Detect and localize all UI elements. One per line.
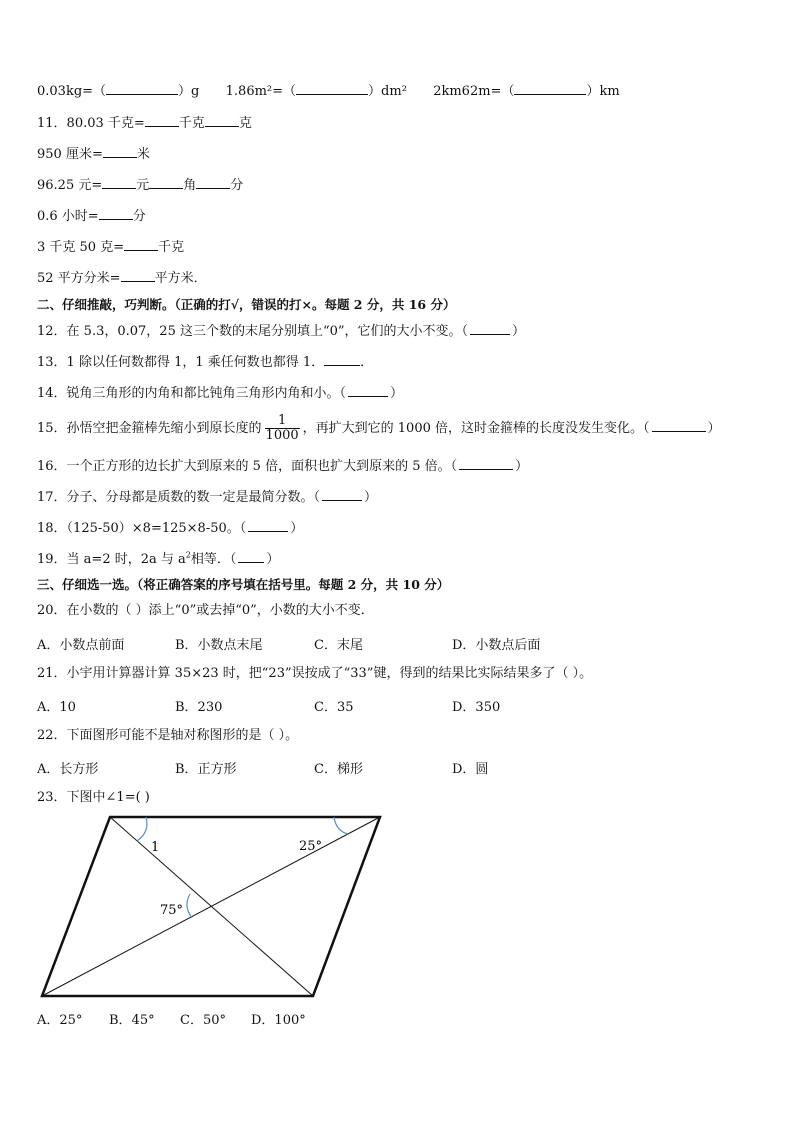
- q23-option-b[interactable]: B．45°: [109, 1013, 155, 1028]
- q22-option-a[interactable]: A．长方形: [37, 762, 99, 777]
- q19-text: 相等．（: [190, 552, 237, 567]
- answer-blank[interactable]: [149, 176, 183, 189]
- angle-1-label: 1: [151, 840, 160, 855]
- q15-text: 15．孙悟空把金箍棒先缩小到原长度的: [37, 421, 262, 436]
- q15-text: ，再扩大到它的 1000 倍，这时金箍棒的长度没发生变化。（: [302, 421, 650, 436]
- q11-text: 3 千克 50 克=: [37, 240, 125, 255]
- answer-blank[interactable]: [296, 82, 368, 95]
- conversion-kg-label: 0.03kg=（: [37, 84, 107, 99]
- q20-option-a[interactable]: A．小数点前面: [37, 638, 125, 653]
- question-20: 20．在小数的（ ）添上“0”或去掉“0”，小数的大小不变．: [37, 603, 374, 618]
- angle-75-label: 75°: [160, 903, 184, 918]
- question-17: [37, 488, 377, 507]
- q23-option-d[interactable]: D．100°: [251, 1013, 306, 1028]
- conversion-kg-unit: ）g: [178, 84, 200, 99]
- question-15: [37, 412, 721, 446]
- conversion-row: [37, 82, 620, 101]
- q14-text: 14．锐角三角形的内角和都比钝角三角形内角和小。（: [37, 386, 347, 401]
- answer-blank[interactable]: [124, 238, 158, 251]
- q20-option-d[interactable]: D．小数点后面: [452, 638, 541, 653]
- q11-text: 11．80.03 千克=: [37, 116, 145, 131]
- answer-blank[interactable]: [470, 322, 510, 335]
- q12-close: ）: [512, 324, 526, 339]
- q21-option-a[interactable]: A．10: [37, 700, 76, 715]
- answer-blank[interactable]: [652, 419, 706, 432]
- question-11-line-6: [37, 269, 207, 288]
- q13-text: 13．1 除以任何数都得 1，1 乘任何数也都得 1．: [37, 355, 325, 370]
- conversion-m2-unit: ）dm²: [368, 84, 407, 99]
- question-22: 22．下面图形可能不是轴对称图形的是（ ）。: [37, 728, 299, 743]
- q16-text: 16．一个正方形的边长扩大到原来的 5 倍，面积也扩大到原来的 5 倍。（: [37, 459, 458, 474]
- question-19: [37, 550, 279, 569]
- parallelogram-figure: [37, 808, 387, 1000]
- q23-option-c[interactable]: C．50°: [180, 1013, 226, 1028]
- angle-25-arc: [334, 817, 348, 834]
- question-13: [37, 353, 373, 372]
- q23-option-a[interactable]: A．25°: [37, 1013, 83, 1028]
- question-11-line-4: [37, 207, 146, 226]
- q11-text: 0.6 小时=: [37, 209, 99, 224]
- q19-superscript: 2: [185, 550, 191, 560]
- answer-blank[interactable]: [459, 457, 513, 470]
- fraction-denominator: 1000: [265, 428, 299, 443]
- q12-text: 12．在 5.3，0.07，25 这三个数的末尾分别填上“0”，它们的大小不变。（: [37, 324, 469, 339]
- q13-close: ．: [360, 355, 374, 370]
- question-16: [37, 457, 528, 476]
- question-11-line-2: [37, 145, 150, 164]
- q18-text: 18．（125-50）×8=125×8-50。（: [37, 521, 247, 536]
- q20-option-c[interactable]: C．末尾: [314, 638, 363, 653]
- question-11-line-3: [37, 176, 243, 195]
- q22-option-d[interactable]: D．圆: [452, 762, 489, 777]
- answer-blank[interactable]: [238, 550, 264, 563]
- answer-blank[interactable]: [348, 384, 388, 397]
- q11-text: 96.25 元=: [37, 178, 103, 193]
- diagonal-line: [42, 817, 380, 996]
- question-11-line-1: [37, 114, 252, 133]
- q16-close: ）: [515, 459, 529, 474]
- q11-unit: 分: [132, 209, 146, 224]
- q21-option-d[interactable]: D．350: [452, 700, 501, 715]
- answer-blank[interactable]: [145, 114, 179, 127]
- q22-option-c[interactable]: C．梯形: [314, 762, 363, 777]
- answer-blank[interactable]: [514, 82, 586, 95]
- answer-blank[interactable]: [103, 145, 137, 158]
- answer-blank[interactable]: [121, 269, 155, 282]
- q14-close: ）: [390, 386, 404, 401]
- q11-unit: 角: [183, 178, 197, 193]
- q11-unit: 元: [136, 178, 150, 193]
- fraction-numerator: 1: [277, 413, 287, 428]
- q17-text: 17．分子、分母都是质数的数一定是最简分数。（: [37, 490, 321, 505]
- answer-blank[interactable]: [99, 207, 133, 220]
- question-18: [37, 519, 303, 538]
- answer-blank[interactable]: [205, 114, 239, 127]
- q19-close: ）: [266, 552, 280, 567]
- answer-blank[interactable]: [196, 176, 230, 189]
- q19-text: 19．当 a=2 时，2a 与 a: [37, 552, 186, 567]
- angle-1-arc: [137, 817, 147, 841]
- question-11-line-5: [37, 238, 184, 257]
- answer-blank[interactable]: [106, 82, 178, 95]
- question-14: [37, 384, 403, 403]
- q11-unit: 分: [230, 178, 244, 193]
- answer-blank[interactable]: [102, 176, 136, 189]
- question-23: 23．下图中∠1=( ): [37, 790, 150, 805]
- angle-25-label: 25°: [299, 839, 323, 854]
- q15-close: ）: [707, 421, 721, 436]
- answer-blank[interactable]: [248, 519, 288, 532]
- conversion-km-unit: ）km: [586, 84, 620, 99]
- fraction: [265, 414, 300, 443]
- section-2-title: 二、仔细推敲，巧判断。（正确的打√，错误的打×。每题 2 分，共 16 分）: [37, 297, 456, 312]
- answer-blank[interactable]: [322, 488, 362, 501]
- angle-75-arc: [187, 894, 192, 918]
- answer-blank[interactable]: [324, 353, 360, 366]
- q11-unit: 千克: [158, 240, 185, 255]
- q11-unit: 米: [136, 147, 150, 162]
- q11-unit: 平方米．: [154, 271, 207, 286]
- conversion-km-label: 2km62m=（: [433, 84, 515, 99]
- q21-option-b[interactable]: B．230: [175, 700, 223, 715]
- q21-option-c[interactable]: C．35: [314, 700, 354, 715]
- q11-unit: 克: [238, 116, 252, 131]
- q18-close: ）: [290, 521, 304, 536]
- q22-option-b[interactable]: B．正方形: [175, 762, 237, 777]
- conversion-m2-label: 1.86m²=（: [225, 84, 297, 99]
- section-3-title: 三、仔细选一选。（将正确答案的序号填在括号里。每题 2 分，共 10 分）: [37, 577, 450, 592]
- q17-close: ）: [364, 490, 378, 505]
- question-12: [37, 322, 525, 341]
- q11-unit: 千克: [178, 116, 205, 131]
- question-21: 21．小宇用计算器计算 35×23 时，把“23”误按成了“33”键，得到的结果比实际结果多了（ ）。: [37, 666, 593, 681]
- q11-text: 52 平方分米=: [37, 271, 121, 286]
- q11-text: 950 厘米=: [37, 147, 103, 162]
- q20-option-b[interactable]: B．小数点末尾: [175, 638, 263, 653]
